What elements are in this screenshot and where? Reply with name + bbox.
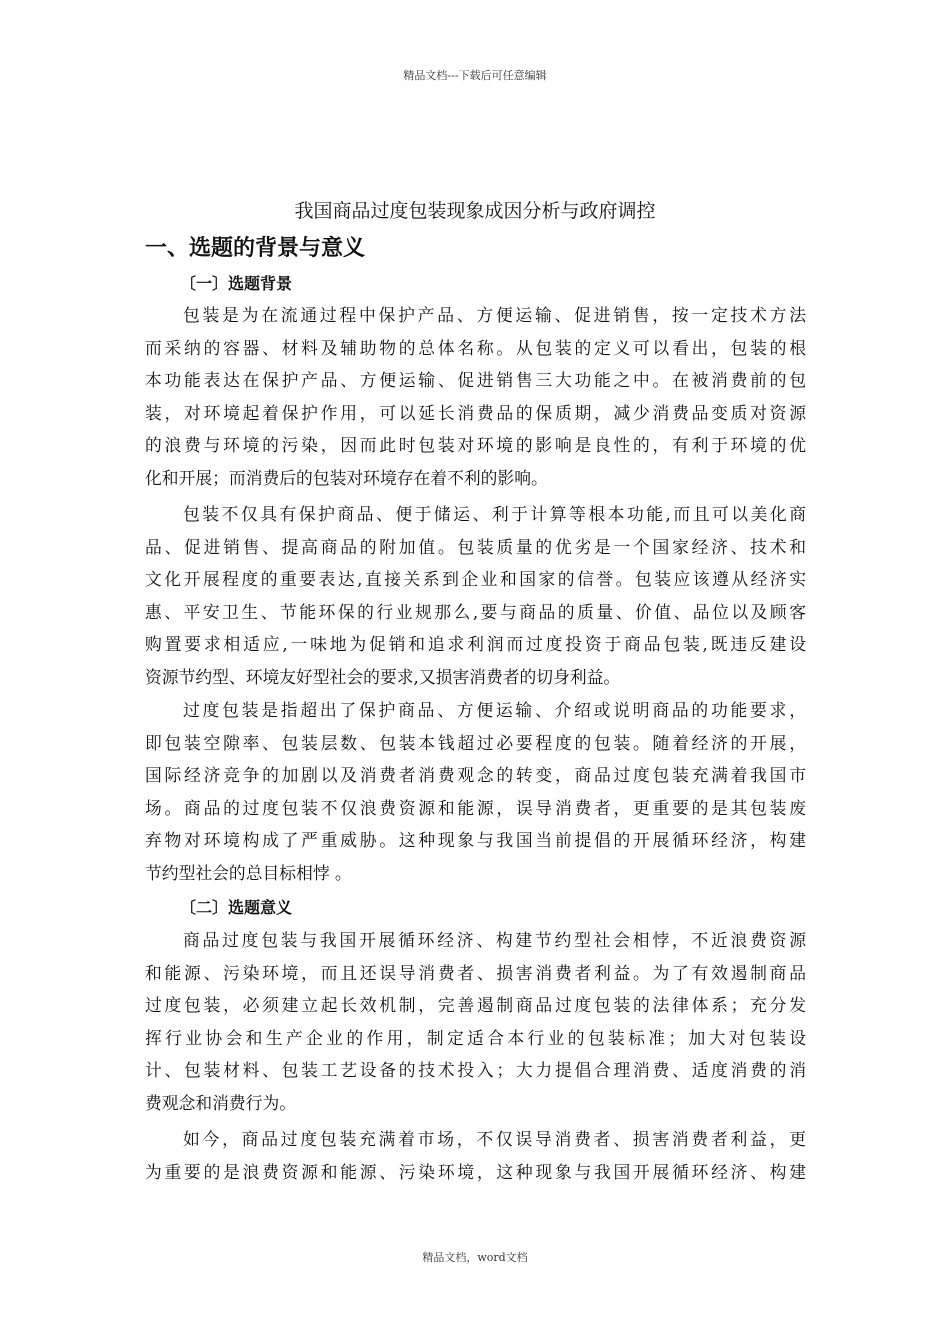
- paragraph-packaging-definition: [145, 299, 806, 494]
- text-line: 计、包装材料、包装工艺设备的技术投入；大力提倡合理消费、适度消费的消: [145, 1060, 806, 1080]
- document-title: 我国商品过度包装现象成因分析与政府调控: [294, 200, 656, 222]
- text-line: 过度包装，必须建立起长效机制，完善遏制商品过度包装的法律体系；充分发: [145, 995, 806, 1015]
- text-line: 商品过度包装与我国开展循环经济、构建节约型社会相悖，不近浪费资源: [183, 930, 806, 950]
- text-line: 购置要求相适应,一味地为促销和追求利润而过度投资于商品包装,既违反建设: [145, 634, 806, 654]
- subsection-heading-significance: 〔二〕选题意义: [180, 898, 293, 917]
- text-line: 本功能表达在保护产品、方便运输、促进销售三大功能之中。在被消费前的包: [145, 370, 806, 390]
- text-line: 如今，商品过度包装充满着市场，不仅误导消费者、损害消费者利益，更: [183, 1129, 806, 1149]
- text-line: 而采纳的容器、材料及辅助物的总体名称。从包装的定义可以看出，包装的根: [145, 337, 806, 358]
- text-line: 场。商品的过度包装不仅浪费资源和能源，误导消费者，更重要的是其包装废: [145, 797, 806, 818]
- subsection-heading-background: 〔一〕选题背景: [180, 274, 293, 293]
- text-line: 包装是为在流通过程中保护产品、方便运输、促进销售，按一定技术方法: [183, 305, 806, 325]
- text-line: 弃物对环境构成了严重威胁。这种现象与我国当前提倡的开展循环经济，构建: [145, 830, 806, 850]
- text-line: 为重要的是浪费资源和能源、污染环境，这种现象与我国开展循环经济、构建: [145, 1161, 806, 1182]
- text-line: 装，对环境起着保护作用，可以延长消费品的保质期，减少消费品变质对资源: [145, 402, 806, 423]
- text-line: 包装不仅具有保护商品、便于储运、利于计算等根本功能,而且可以美化商: [183, 504, 806, 524]
- paragraph-packaging-functions: [145, 498, 806, 693]
- text-line: 资源节约型、环境友好型社会的要求,又损害消费者的切身利益。: [145, 666, 621, 687]
- text-line: 挥行业协会和生产企业的作用，制定适合本行业的包装标准；加大对包装设: [145, 1027, 806, 1048]
- text-line: 费观念和消费行为。: [145, 1092, 297, 1113]
- text-line: 的浪费与环境的污染，因而此时包装对环境的影响是良性的，有利于环境的优: [145, 435, 806, 455]
- section-heading: 一、选题的背景与意义: [145, 236, 366, 261]
- paragraph-significance: [145, 924, 806, 1119]
- text-line: 惠、平安卫生、节能环保的行业规那么,要与商品的质量、价值、品位以及顾客: [145, 601, 806, 622]
- text-line: 国际经济竞争的加剧以及消费者消费观念的转变，商品过度包装充满着我国市: [145, 765, 806, 785]
- text-line: 过度包装是指超出了保护商品、方便运输、介绍或说明商品的功能要求，: [183, 700, 806, 720]
- text-line: 文化开展程度的重要表达,直接关系到企业和国家的信誉。包装应该遵从经济实: [145, 569, 806, 589]
- paragraph-current-situation: [145, 1123, 806, 1188]
- text-line: 化和开展；而消费后的包装对环境存在着不利的影响。: [145, 467, 548, 488]
- page-footer: 精品文档，word文档: [422, 1251, 528, 1264]
- text-line: 和能源、污染环境，而且还误导消费者、损害消费者利益。为了有效遏制商品: [145, 962, 806, 983]
- page-header: 精品文档---下载后可任意编辑: [403, 69, 547, 82]
- paragraph-over-packaging: [145, 694, 806, 889]
- text-line: 即包装空隙率、包装层数、包装本钱超过必要程度的包装。随着经济的开展，: [145, 732, 806, 753]
- text-line: 品、促进销售、提高商品的附加值。包装质量的优劣是一个国家经济、技术和: [145, 536, 806, 557]
- text-line: 节约型社会的总目标相悖 。: [145, 862, 352, 883]
